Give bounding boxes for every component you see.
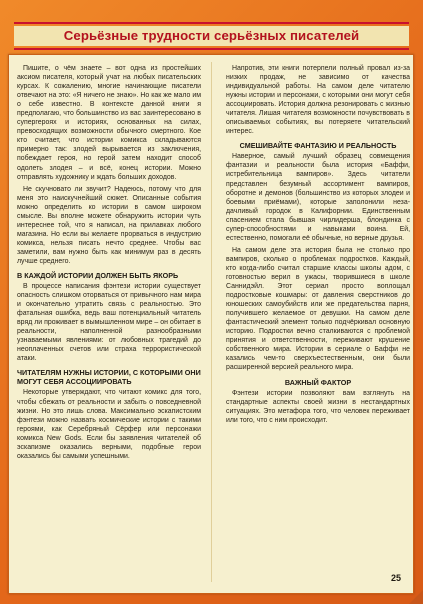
paragraph: Наверное, самый лучший образец совмещения фантазии и реальности была история «Баффи, истребительница вампиров». Здесь читатели представлен безумный ассортимент вампиров, оборотне и демонов (большинство из которых злодеи и боевыми приёмами), которые заполонили незадачливый городок в Калифорнии. Единственным спасением стала бывшая чирлидерша, блондинка с супер-способностями и навыками воина. Ей, естественно, помогали её обычные, но верные друзья.: [226, 153, 410, 242]
page-title: Серьёзные трудности серьёзных писателей: [63, 28, 360, 43]
paragraph: Пишите, о чём знаете – вот одна из простейших аксиом писателя, который учат на любых писательских курсах. К сожалению, многие начинающие писатели отвечают на это: «Я ничего не знаю». Но как же мало им о себе известно. В контексте данной книги я предполагаю, что большинство из вас заинтересовано в супергероях и историях, основанных на силах, превосходящих возможности обычного смертного. Кое кто считает, что истории комикса складываются примерно так: злодей вырывается из заключения, побеждает героя, но герой затем находит способ одолеть злодея – и всё, конец истории. Можно отправлять художнику и ждать больших доходов.: [17, 65, 201, 181]
section-heading: В КАЖДОЙ ИСТОРИИ ДОЛЖЕН БЫТЬ ЯКОРЬ: [17, 271, 179, 281]
left-column: [17, 64, 201, 579]
page-number: 25: [390, 573, 401, 583]
section-heading: ЧИТАТЕЛЯМ НУЖНЫ ИСТОРИИ, С КОТОРЫМИ ОНИ МОГУТ СЕБЯ АССОЦИИРОВАТЬ: [17, 368, 201, 387]
right-column: [226, 64, 410, 579]
paragraph: Не скучновато ли звучит? Надеюсь, потому что для меня это наискучнейший сюжет. Описанные события можно определить ко истории в самом широком смысле. Вы вполне можете обнаружить истории чуть интереснее той, что я написал, на прилавках любого магазина. Но если вы желаете прорваться в индустрию комикса, нельзя писать нечто среднее. Чтобы вас заметили, вам нужно быть как минимум раз в десять лучше среднего.: [17, 185, 201, 265]
paragraph: На самом деле эта история была не столько про вампиров, сколько о проблемах подростков. Каждый, кто когда-либо считал старшие классы школы адом, с готовностью верил в ужасы, творившиеся в школе Саннидэйл. Этот сериал просто воплощал подростковые кошмары: от давления сверстников до юношеских самоубийств или же предательства парня, получившего желаемое от девушки. На самом деле фантастический элемент только подчёркивал основную историю. Подростки вечно сталкиваются с проблемой принятия и ответственности, переживают крушение собственного мира. Истории в сериале о Баффи не казались чем-то сверхъестественным, они были расширенной версией реального мира.: [226, 246, 410, 372]
column-divider: [211, 62, 212, 582]
section-heading: СМЕШИВАЙТЕ ФАНТАЗИЮ И РЕАЛЬНОСТЬ: [239, 141, 397, 151]
paragraph: Некоторые утверждают, что читают комикс для того, чтобы сбежать от реальности и забыть о повседневной жизни. Но это лишь слова. Максимально эскапистским фэнтези можно назвать космические истории с такими героями, как Серебряный Сёрфер или персонажи комикса New Gods. Если бы заявления читателей об эскапизме оказались верными, подобные герои оказались бы самыми успешными.: [17, 389, 201, 460]
paragraph: Фэнтези истории позволяют вам взглянуть на стандартные аспекты своей жизни в нестандартных ситуациях. Это метафора того, что человек переживает или того, что с ним происходит.: [226, 389, 410, 424]
section-heading: ВАЖНЫЙ ФАКТОР: [284, 377, 352, 387]
top-rule: [14, 22, 409, 24]
paragraph: Напротив, эти книги потерпели полный провал из-за низких продаж, не зависимо от качества индивидуальной работы. На самом деле читателю нужны истории и персонажи, с которыми они могут себя ассоциировать. История должна резонировать с жизнью читателя. Лишая читателя возможности почувствовать в описываемых событиях, вы потеряете читательский интерес.: [226, 65, 410, 136]
bottom-title-rule: [14, 48, 409, 50]
paragraph: В процессе написания фэнтези истории существует опасность слишком оторваться от привычного нам мира и окончательно утратить связь с реальностью. Это фатальная ошибка, ведь ваш потенциальный читатель вряд ли проживает в вымышленном мире – он обитает в реальности, наполненной разнообразными узнаваемыми явлениями: от любовных трагедий до неоплаченных счетов или страха террористической атаки.: [17, 283, 201, 363]
corner-decoration: [409, 590, 423, 604]
